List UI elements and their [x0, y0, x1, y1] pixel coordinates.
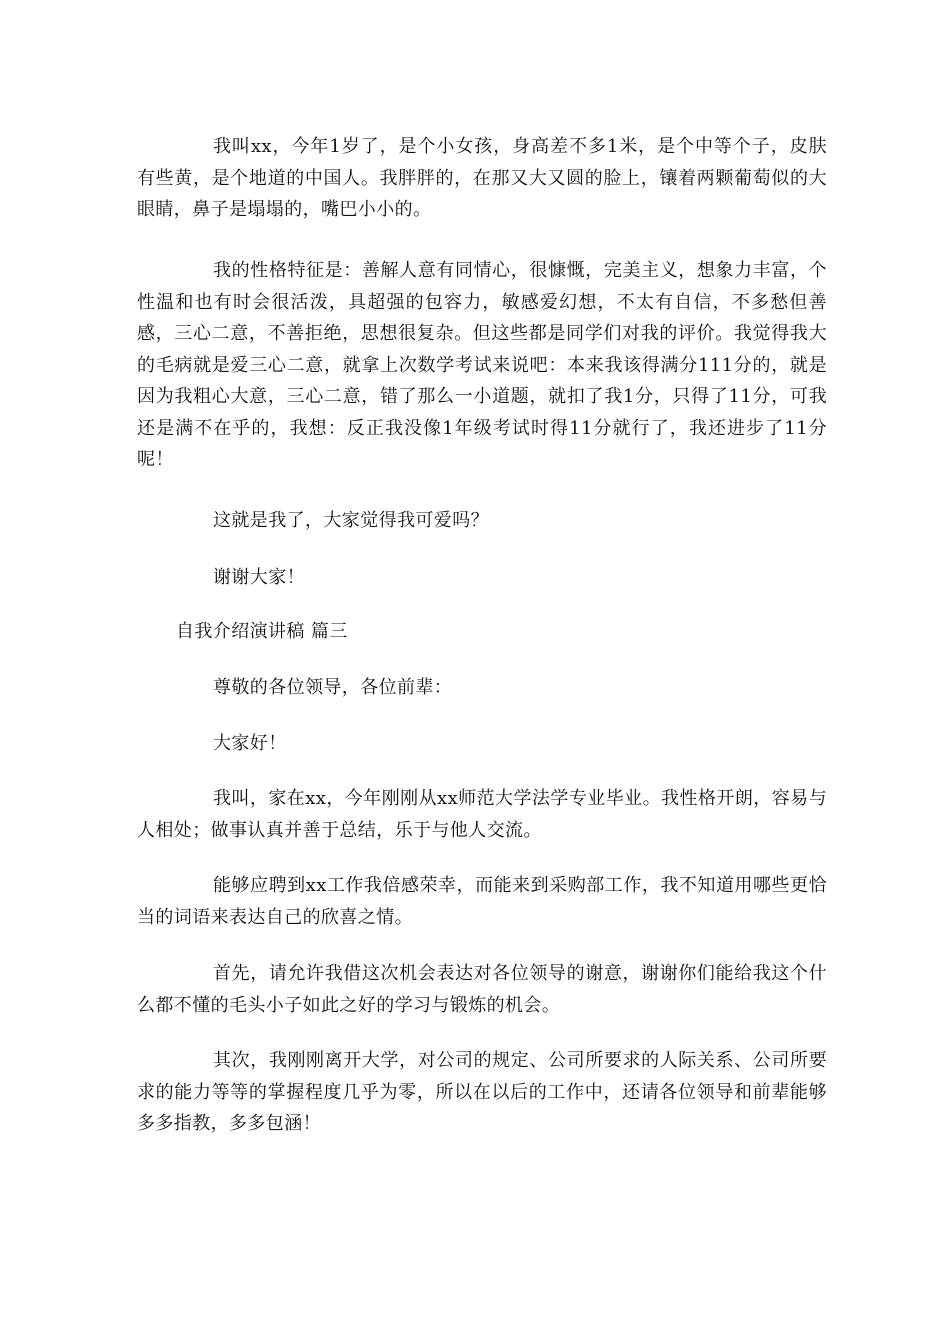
speech-honor: 能够应聘到xx工作我倍感荣幸，而能来到采购部工作，我不知道用哪些更恰当的词语来表达自己的欣喜之情。	[137, 875, 827, 928]
paragraph-self-description: 我叫xx，今年1岁了，是个小女孩，身高差不多1米，是个中等个子，皮肤有些黄，是个地道的中国人。我胖胖的，在那又大又圆的脸上，镶着两颗葡萄似的大眼睛，鼻子是塌塌的，嘴巴小小的。	[137, 136, 827, 220]
speech-request-guidance: 其次，我刚刚离开大学，对公司的规定、公司所要求的人际关系、公司所要求的能力等等的掌握程度几乎为零，所以在以后的工作中，还请各位领导和前辈能够多多指教，多多包涵！	[137, 1050, 827, 1134]
speech-salutation: 尊敬的各位领导，各位前辈：	[213, 677, 453, 698]
speech-greeting: 大家好！	[213, 733, 287, 754]
speech-gratitude: 首先，请允许我借这次机会表达对各位领导的谢意，谢谢你们能给我这个什么都不懂的毛头小子如此之好的学习与锻炼的机会。	[137, 963, 827, 1016]
paragraph-personality: 我的性格特征是：善解人意有同情心，很慷慨，完美主义，想象力丰富，个性温和也有时会很活泼，具超强的包容力，敏感爱幻想，不太有自信，不多愁但善感，三心二意，不善拒绝，思想很复杂。但这些都是同学们对我的评价。我觉得我大的毛病就是爱三心二意，就拿上次数学考试来说吧：本来我该得满分111分的，就是因为我粗心大意，三心二意，错了那么一小道题，就扣了我1分，只得了11分，可我还是满不在乎的，我想：反正我没像1年级考试时得11分就行了，我还进步了11分呢！	[137, 260, 827, 470]
paragraph-thanks: 谢谢大家！	[213, 567, 305, 588]
paragraph-closing-question: 这就是我了，大家觉得我可爱吗？	[213, 510, 489, 531]
speech-introduction: 我叫，家在xx，今年刚刚从xx师范大学法学专业毕业。我性格开朗，容易与人相处；做事认真并善于总结，乐于与他人交流。	[137, 788, 827, 841]
section-heading: 自我介绍演讲稿 篇三	[176, 621, 348, 642]
